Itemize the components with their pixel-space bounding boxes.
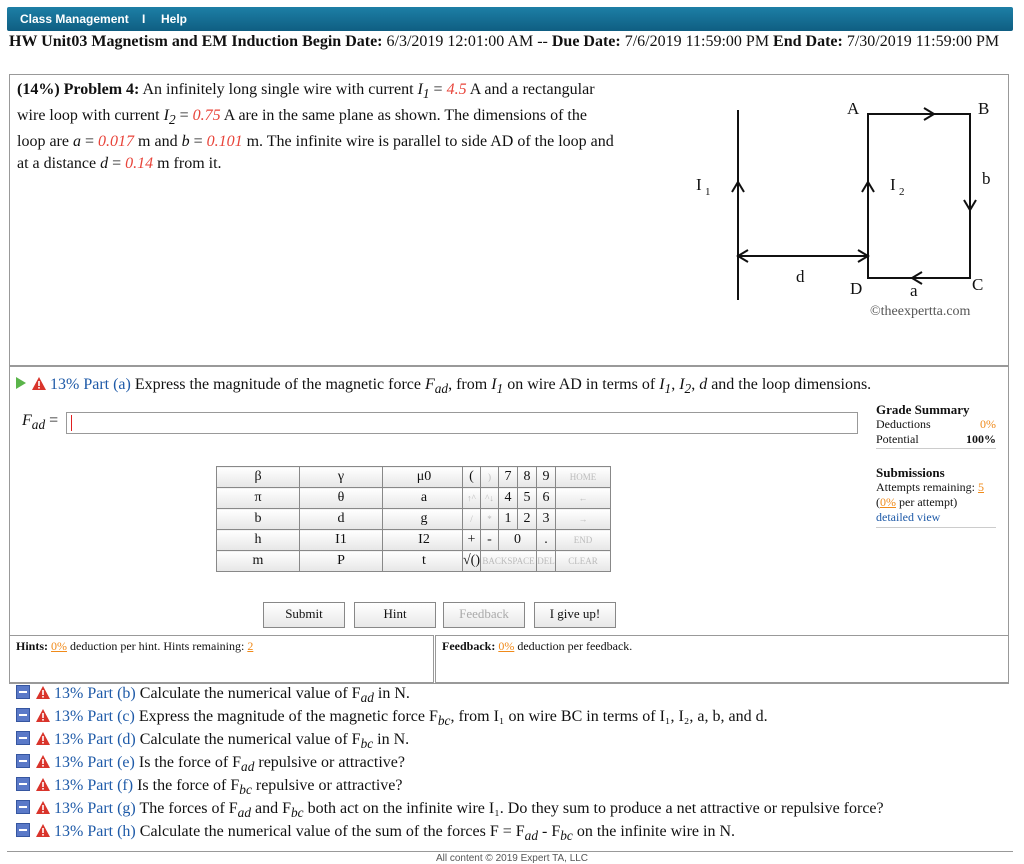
part-a-text-4: and the loop dimensions.	[707, 376, 872, 393]
problem-text-4: m and	[138, 133, 182, 151]
key-4[interactable]: 4	[499, 488, 518, 509]
problem-label: Problem 4:	[63, 81, 140, 98]
deductions-value: 0%	[980, 417, 996, 431]
part-a-text-1: Express the magnitude of the magnetic force	[134, 376, 425, 393]
problem-text	[17, 79, 617, 175]
help-link[interactable]: Help	[161, 12, 188, 26]
label-I2: I	[890, 175, 896, 194]
key-backspace[interactable]: BACKSPACE	[481, 551, 537, 572]
warning-icon	[36, 755, 50, 768]
warning-icon	[32, 377, 46, 390]
expand-arrow-icon[interactable]	[16, 377, 26, 389]
problem-weight: (14%)	[17, 81, 60, 98]
label-b: b	[982, 169, 991, 188]
given-d-value: 0.14	[125, 155, 154, 173]
label-I1: I	[696, 175, 702, 194]
footer: All content © 2019 Expert TA, LLC	[435, 853, 589, 864]
due-date-label: Due Date:	[551, 33, 621, 50]
answer-label-F: F	[22, 412, 32, 429]
key-b[interactable]: b	[217, 509, 300, 530]
detailed-view-link[interactable]: detailed view	[876, 510, 996, 528]
equals-5: =	[112, 155, 126, 173]
part-e-row[interactable]	[16, 753, 405, 777]
part-tail: repulsive or attractive?	[254, 754, 405, 771]
part-tail: , from I₁ on wire BC in terms of I₁, I₂, a, b, and d.	[450, 708, 768, 725]
key-6[interactable]: 6	[537, 488, 556, 509]
part-a-d: d	[699, 376, 708, 393]
key-close-paren[interactable]: )	[481, 467, 499, 488]
potential-label: Potential	[876, 432, 919, 446]
diagram-copyright: ©theexpertta.com	[870, 304, 971, 319]
key-a[interactable]: a	[383, 488, 466, 509]
part-a-i2-sub: 2	[684, 381, 692, 397]
label-I1-sub: 1	[705, 186, 711, 198]
expand-toggle-icon[interactable]	[16, 731, 30, 745]
expand-toggle-icon[interactable]	[16, 754, 30, 768]
submit-button[interactable]: Submit	[263, 602, 345, 628]
begin-date: 6/3/2019 12:01:00 AM	[386, 33, 534, 50]
part-g-row[interactable]	[16, 799, 884, 823]
hints-panel	[9, 635, 434, 683]
grade-summary	[876, 402, 996, 528]
part-a-F-sub: ad	[434, 381, 449, 397]
part-text: Calculate the numerical value of the sum of the forces F = F	[139, 823, 525, 840]
key-9[interactable]: 9	[537, 467, 556, 488]
part-sub: ad	[360, 690, 374, 706]
var-I2: I	[163, 107, 169, 125]
part-tail: in N.	[373, 731, 410, 748]
feedback-text: deduction per feedback.	[514, 639, 633, 653]
hints-text: deduction per hint. Hints remaining:	[67, 639, 248, 653]
end-date: 7/30/2019 11:59:00 PM	[846, 33, 1000, 50]
key-minus[interactable]: -	[481, 530, 499, 551]
problem-text-3: A are in the same plane as shown. The dimensions of the loop are	[17, 107, 587, 151]
warning-icon	[36, 778, 50, 791]
answer-input[interactable]	[66, 412, 858, 434]
submissions-title: Submissions	[876, 465, 945, 480]
assignment-header	[9, 32, 1009, 52]
part-label: 13% Part (g)	[54, 800, 136, 817]
given-b-value: 0.101	[206, 133, 243, 151]
equals-2: =	[179, 107, 193, 125]
problem-text-1: An infinitely long single wire with current	[142, 81, 414, 98]
feedback-button[interactable]: Feedback	[443, 602, 525, 628]
key-mu0[interactable]: μ0	[383, 467, 466, 488]
part-a-I1-sub: 1	[496, 381, 504, 397]
feedback-label: Feedback:	[442, 639, 496, 653]
part-tail-2: both act on the infinite wire I₁. Do they sum to produce a net attractive or repulsive force?	[303, 800, 884, 817]
part-sub-2: bc	[560, 828, 573, 844]
grade-summary-title: Grade Summary	[876, 402, 970, 417]
part-a-label: 13% Part (a)	[50, 376, 131, 393]
hints-remaining: 2	[247, 639, 254, 653]
key-2[interactable]: 2	[518, 509, 537, 530]
key-divide[interactable]: /	[463, 509, 481, 530]
per-attempt-open: (	[876, 495, 880, 509]
assignment-name: HW Unit03 Magnetism and EM Induction	[9, 33, 299, 50]
part-tail: in N.	[373, 685, 410, 702]
part-text: Is the force of F	[137, 777, 240, 794]
potential-value: 100%	[966, 432, 996, 446]
equals-3: =	[84, 133, 99, 151]
part-label: 13% Part (h)	[54, 823, 136, 840]
part-sub: ad	[241, 759, 255, 775]
part-a-I1: I	[491, 376, 497, 393]
key-down-exponent[interactable]: ^↓	[481, 488, 499, 509]
attempts-value: 5	[977, 480, 984, 494]
equals-4: =	[193, 133, 207, 151]
warning-icon	[36, 686, 50, 699]
label-I2-sub: 2	[899, 186, 905, 198]
part-h-row[interactable]	[16, 822, 735, 846]
problem-text-6: m from it.	[157, 155, 222, 173]
attempts-label: Attempts remaining:	[876, 480, 975, 494]
part-text: Is the force of F	[138, 754, 242, 771]
key-I1[interactable]: I1	[300, 530, 383, 551]
problem-text-5: m. The infinite wire is parallel to side AD of the loop and at a distance	[17, 133, 614, 173]
key-clear[interactable]: CLEAR	[556, 551, 611, 572]
answer-label-eq: =	[45, 412, 59, 429]
label-D: D	[850, 279, 863, 298]
key-open-paren[interactable]: (	[463, 467, 481, 488]
part-tail-2: on the infinite wire in N.	[572, 823, 736, 840]
expand-toggle-icon[interactable]	[16, 823, 30, 837]
part-a-text-2: , from	[448, 376, 492, 393]
var-d: d	[100, 155, 109, 173]
key-0[interactable]: 0	[499, 530, 537, 551]
expand-toggle-icon[interactable]	[16, 800, 30, 814]
per-attempt-label: per attempt)	[896, 495, 958, 509]
part-label: 13% Part (c)	[54, 708, 135, 725]
key-d[interactable]: d	[300, 509, 383, 530]
expand-toggle-icon[interactable]	[16, 708, 30, 722]
answer-label-sub: ad	[31, 417, 46, 433]
warning-icon	[36, 709, 50, 722]
part-c-row[interactable]	[16, 707, 768, 731]
part-tail: - F	[538, 823, 561, 840]
part-a-comma-2: ,	[691, 376, 700, 393]
variable-keypad	[216, 466, 466, 572]
equals-1: =	[433, 81, 447, 98]
var-b: b	[181, 133, 190, 151]
part-sub: ad	[524, 828, 538, 844]
part-sub: bc	[437, 713, 451, 729]
key-1[interactable]: 1	[499, 509, 518, 530]
var-a: a	[72, 133, 81, 151]
problem-text-2: A and a rectangular wire loop with current	[17, 81, 595, 125]
key-7[interactable]: 7	[499, 467, 518, 488]
key-right[interactable]: →	[556, 509, 611, 530]
key-sqrt[interactable]: √()	[463, 551, 481, 572]
given-a-value: 0.017	[98, 133, 135, 151]
key-I2[interactable]: I2	[383, 530, 466, 551]
key-plus[interactable]: +	[463, 530, 481, 551]
per-attempt-pct: 0%	[880, 495, 896, 509]
top-nav-bar	[7, 7, 1013, 31]
part-a-header[interactable]	[16, 375, 871, 399]
nav-separator: I	[142, 12, 146, 26]
key-left[interactable]: ←	[556, 488, 611, 509]
part-a-comma: ,	[671, 376, 680, 393]
given-I1-value: 4.5	[446, 81, 467, 98]
label-B: B	[978, 99, 990, 118]
part-sub-2: bc	[291, 805, 304, 821]
label-d: d	[796, 267, 805, 286]
key-5[interactable]: 5	[518, 488, 537, 509]
part-text: The forces of F	[139, 800, 238, 817]
part-f-row[interactable]	[16, 776, 402, 800]
key-h[interactable]: h	[217, 530, 300, 551]
label-A: A	[847, 99, 860, 118]
key-gamma[interactable]: γ	[300, 467, 383, 488]
key-decimal[interactable]: .	[537, 530, 556, 551]
part-b-row[interactable]	[16, 684, 410, 708]
hints-label: Hints:	[16, 639, 49, 653]
feedback-pct: 0%	[498, 639, 515, 653]
var-I1-sub: 1	[422, 86, 430, 102]
part-text: Express the magnitude of the magnetic force F	[138, 708, 438, 725]
hint-button[interactable]: Hint	[354, 602, 436, 628]
part-a-i2: I	[679, 376, 685, 393]
numeric-keypad	[462, 466, 611, 572]
key-8[interactable]: 8	[518, 467, 537, 488]
wire-loop-diagram	[672, 92, 1012, 332]
key-m[interactable]: m	[217, 551, 300, 572]
part-a-text-3: on wire AD in terms of	[503, 376, 660, 393]
part-label: 13% Part (e)	[54, 754, 135, 771]
key-home[interactable]: HOME	[556, 467, 611, 488]
part-sub: bc	[360, 736, 374, 752]
key-multiply[interactable]: *	[481, 509, 499, 530]
part-sub: ad	[237, 805, 251, 821]
feedback-panel	[435, 635, 1009, 683]
end-date-label: End Date:	[773, 33, 843, 50]
key-t[interactable]: t	[383, 551, 466, 572]
key-g[interactable]: g	[383, 509, 466, 530]
key-3[interactable]: 3	[537, 509, 556, 530]
class-management-link[interactable]: Class Management	[20, 12, 129, 26]
part-label: 13% Part (b)	[54, 685, 136, 702]
part-text: Calculate the numerical value of F	[139, 685, 361, 702]
part-label: 13% Part (d)	[54, 731, 136, 748]
footer-divider	[7, 851, 1013, 852]
part-a-F: F	[424, 376, 435, 393]
key-beta[interactable]: β	[217, 467, 300, 488]
key-pi[interactable]: π	[217, 488, 300, 509]
warning-icon	[36, 801, 50, 814]
key-P[interactable]: P	[300, 551, 383, 572]
due-date: 7/6/2019 11:59:00 PM	[624, 33, 770, 50]
given-I2-value: 0.75	[192, 107, 221, 125]
part-label: 13% Part (f)	[54, 777, 134, 794]
part-tail: repulsive or attractive?	[251, 777, 403, 794]
key-del[interactable]: DEL	[537, 551, 556, 572]
begin-date-label: Begin Date:	[302, 33, 383, 50]
part-tail: and F	[251, 800, 291, 817]
part-a-i1: I	[659, 376, 665, 393]
give-up-button[interactable]: I give up!	[534, 602, 616, 628]
expand-toggle-icon[interactable]	[16, 777, 30, 791]
var-I1: I	[417, 81, 423, 98]
key-up-exponent[interactable]: ↑^	[463, 488, 481, 509]
label-C: C	[972, 275, 984, 294]
deductions-label: Deductions	[876, 417, 931, 431]
date-separator: --	[537, 33, 548, 50]
key-theta[interactable]: θ	[300, 488, 383, 509]
part-text: Calculate the numerical value of F	[139, 731, 361, 748]
part-a-i1-sub: 1	[664, 381, 672, 397]
warning-icon	[36, 824, 50, 837]
label-a: a	[910, 281, 918, 300]
text-cursor	[71, 415, 72, 431]
part-sub: bc	[239, 782, 252, 798]
warning-icon	[36, 732, 50, 745]
var-I2-sub: 2	[168, 112, 176, 128]
key-end[interactable]: END	[556, 530, 611, 551]
hints-pct: 0%	[51, 639, 68, 653]
part-d-row[interactable]	[16, 730, 409, 754]
answer-label	[22, 412, 58, 433]
expand-toggle-icon[interactable]	[16, 685, 30, 699]
